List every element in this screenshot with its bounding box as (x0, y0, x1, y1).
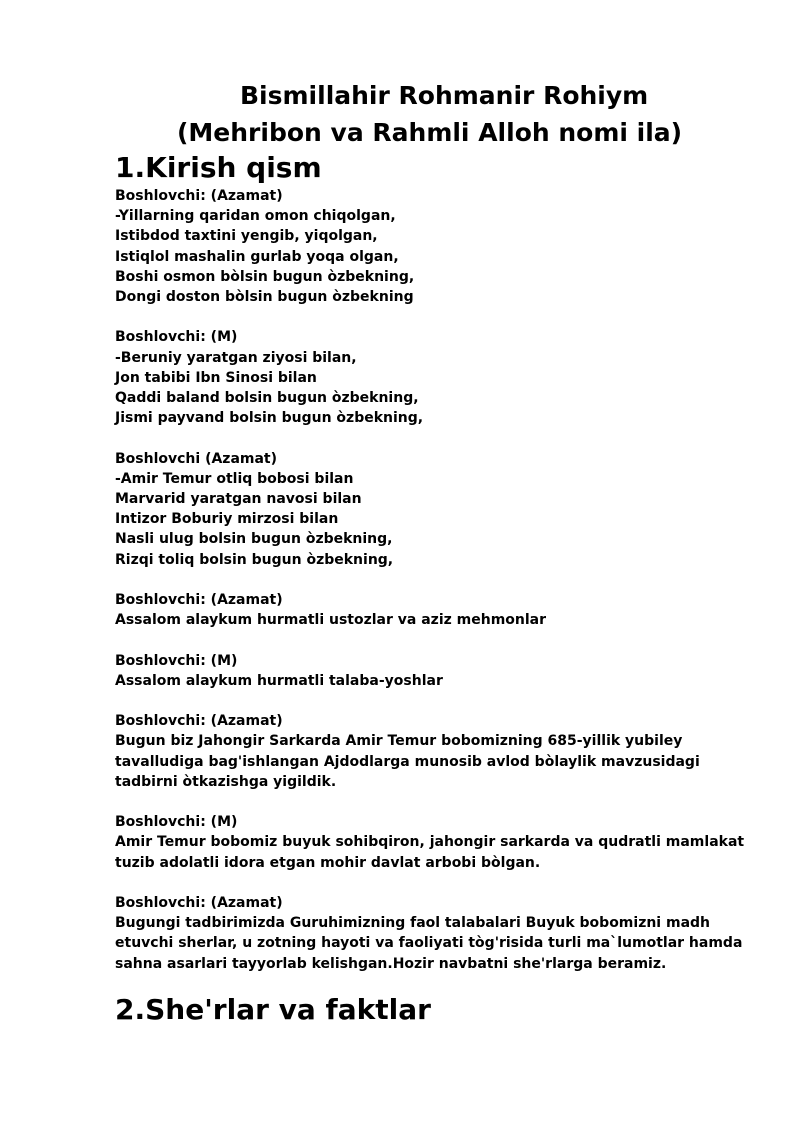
verse-line: -Beruniy yaratgan ziyosi bilan, (115, 349, 357, 366)
speaker-label: Boshlovchi: (M) (115, 652, 238, 669)
verse-line: Jon tabibi Ibn Sinosi bilan (115, 369, 317, 386)
verse-line: Boshi osmon bòlsin bugun òzbekning, (115, 268, 415, 285)
dialogue-text: Assalom alaykum hurmatli talaba-yoshlar (115, 672, 443, 689)
speaker-label: Boshlovchi (Azamat) (115, 450, 278, 467)
document-title: Bismillahir Rohmanir Rohiym (240, 81, 649, 110)
section-heading-poems: 2.She'rlar va faktlar (115, 993, 431, 1026)
speaker-label: Boshlovchi: (Azamat) (115, 592, 283, 609)
speaker-label: Boshlovchi: (Azamat) (115, 188, 283, 204)
document-subtitle: (Mehribon va Rahmli Alloh nomi ila) (177, 118, 683, 147)
dialogue-block (115, 590, 755, 630)
dialogue-block (115, 893, 755, 974)
verse-line: -Yillarning qaridan omon chiqolgan, (115, 208, 396, 225)
dialogue-block (115, 651, 755, 691)
verse-line: Marvarid yaratgan navosi bilan (115, 491, 362, 508)
verse-line: Jismi payvand bolsin bugun òzbekning, (115, 410, 424, 427)
speaker-label: Boshlovchi: (Azamat) (115, 895, 283, 911)
verse-line: Intizor Boburiy mirzosi bilan (115, 511, 339, 528)
verse-line: -Amir Temur otliq bobosi bilan (115, 470, 354, 487)
dialogue-block (115, 711, 755, 792)
dialogue-block (115, 186, 755, 307)
dialogue-block (115, 327, 755, 428)
dialogue-block (115, 449, 755, 570)
speaker-label: Boshlovchi: (M) (115, 329, 238, 346)
verse-line: Qaddi baland bolsin bugun òzbekning, (115, 390, 419, 407)
speaker-label: Boshlovchi: (Azamat) (115, 713, 283, 730)
verse-line: Istiqlol mashalin gurlab yoqa olgan, (115, 248, 399, 265)
verse-line: Istibdod taxtini yengib, yiqolgan, (115, 228, 378, 245)
section-heading-intro: 1.Kirish qism (115, 151, 322, 184)
speaker-label: Boshlovchi: (M) (115, 814, 238, 831)
dialogue-text: Bugungi tadbirimizda Guruhimizning faol talabalari Buyuk bobomizni madh etuvchi sherlar, u zotning hayoti va faoliyati tòg'risida turli ma`lumotlar hamda sahna asarlari tayyorlab kelishgan.Hozir navbatni she'rlarga beramiz. (115, 915, 743, 972)
verse-line: Dongi doston bòlsin bugun òzbekning (115, 289, 414, 306)
script-content (115, 186, 755, 994)
verse-line: Nasli ulug bolsin bugun òzbekning, (115, 531, 393, 548)
dialogue-block (115, 812, 755, 873)
dialogue-text: Amir Temur bobomiz buyuk sohibqiron, jahongir sarkarda va qudratli mamlakat tuzib adolatli idora etgan mohir davlat arbobi bòlgan. (115, 834, 745, 871)
dialogue-text: Assalom alaykum hurmatli ustozlar va aziz mehmonlar (115, 612, 547, 629)
dialogue-text: Bugun biz Jahongir Sarkarda Amir Temur bobomizning 685-yillik yubiley tavalludiga bag'ishlangan Ajdodlarga munosib avlod bòlaylik mavzusidagi tadbirni òtkazishga yigildik. (115, 733, 700, 790)
verse-line: Rizqi toliq bolsin bugun òzbekning, (115, 551, 394, 568)
